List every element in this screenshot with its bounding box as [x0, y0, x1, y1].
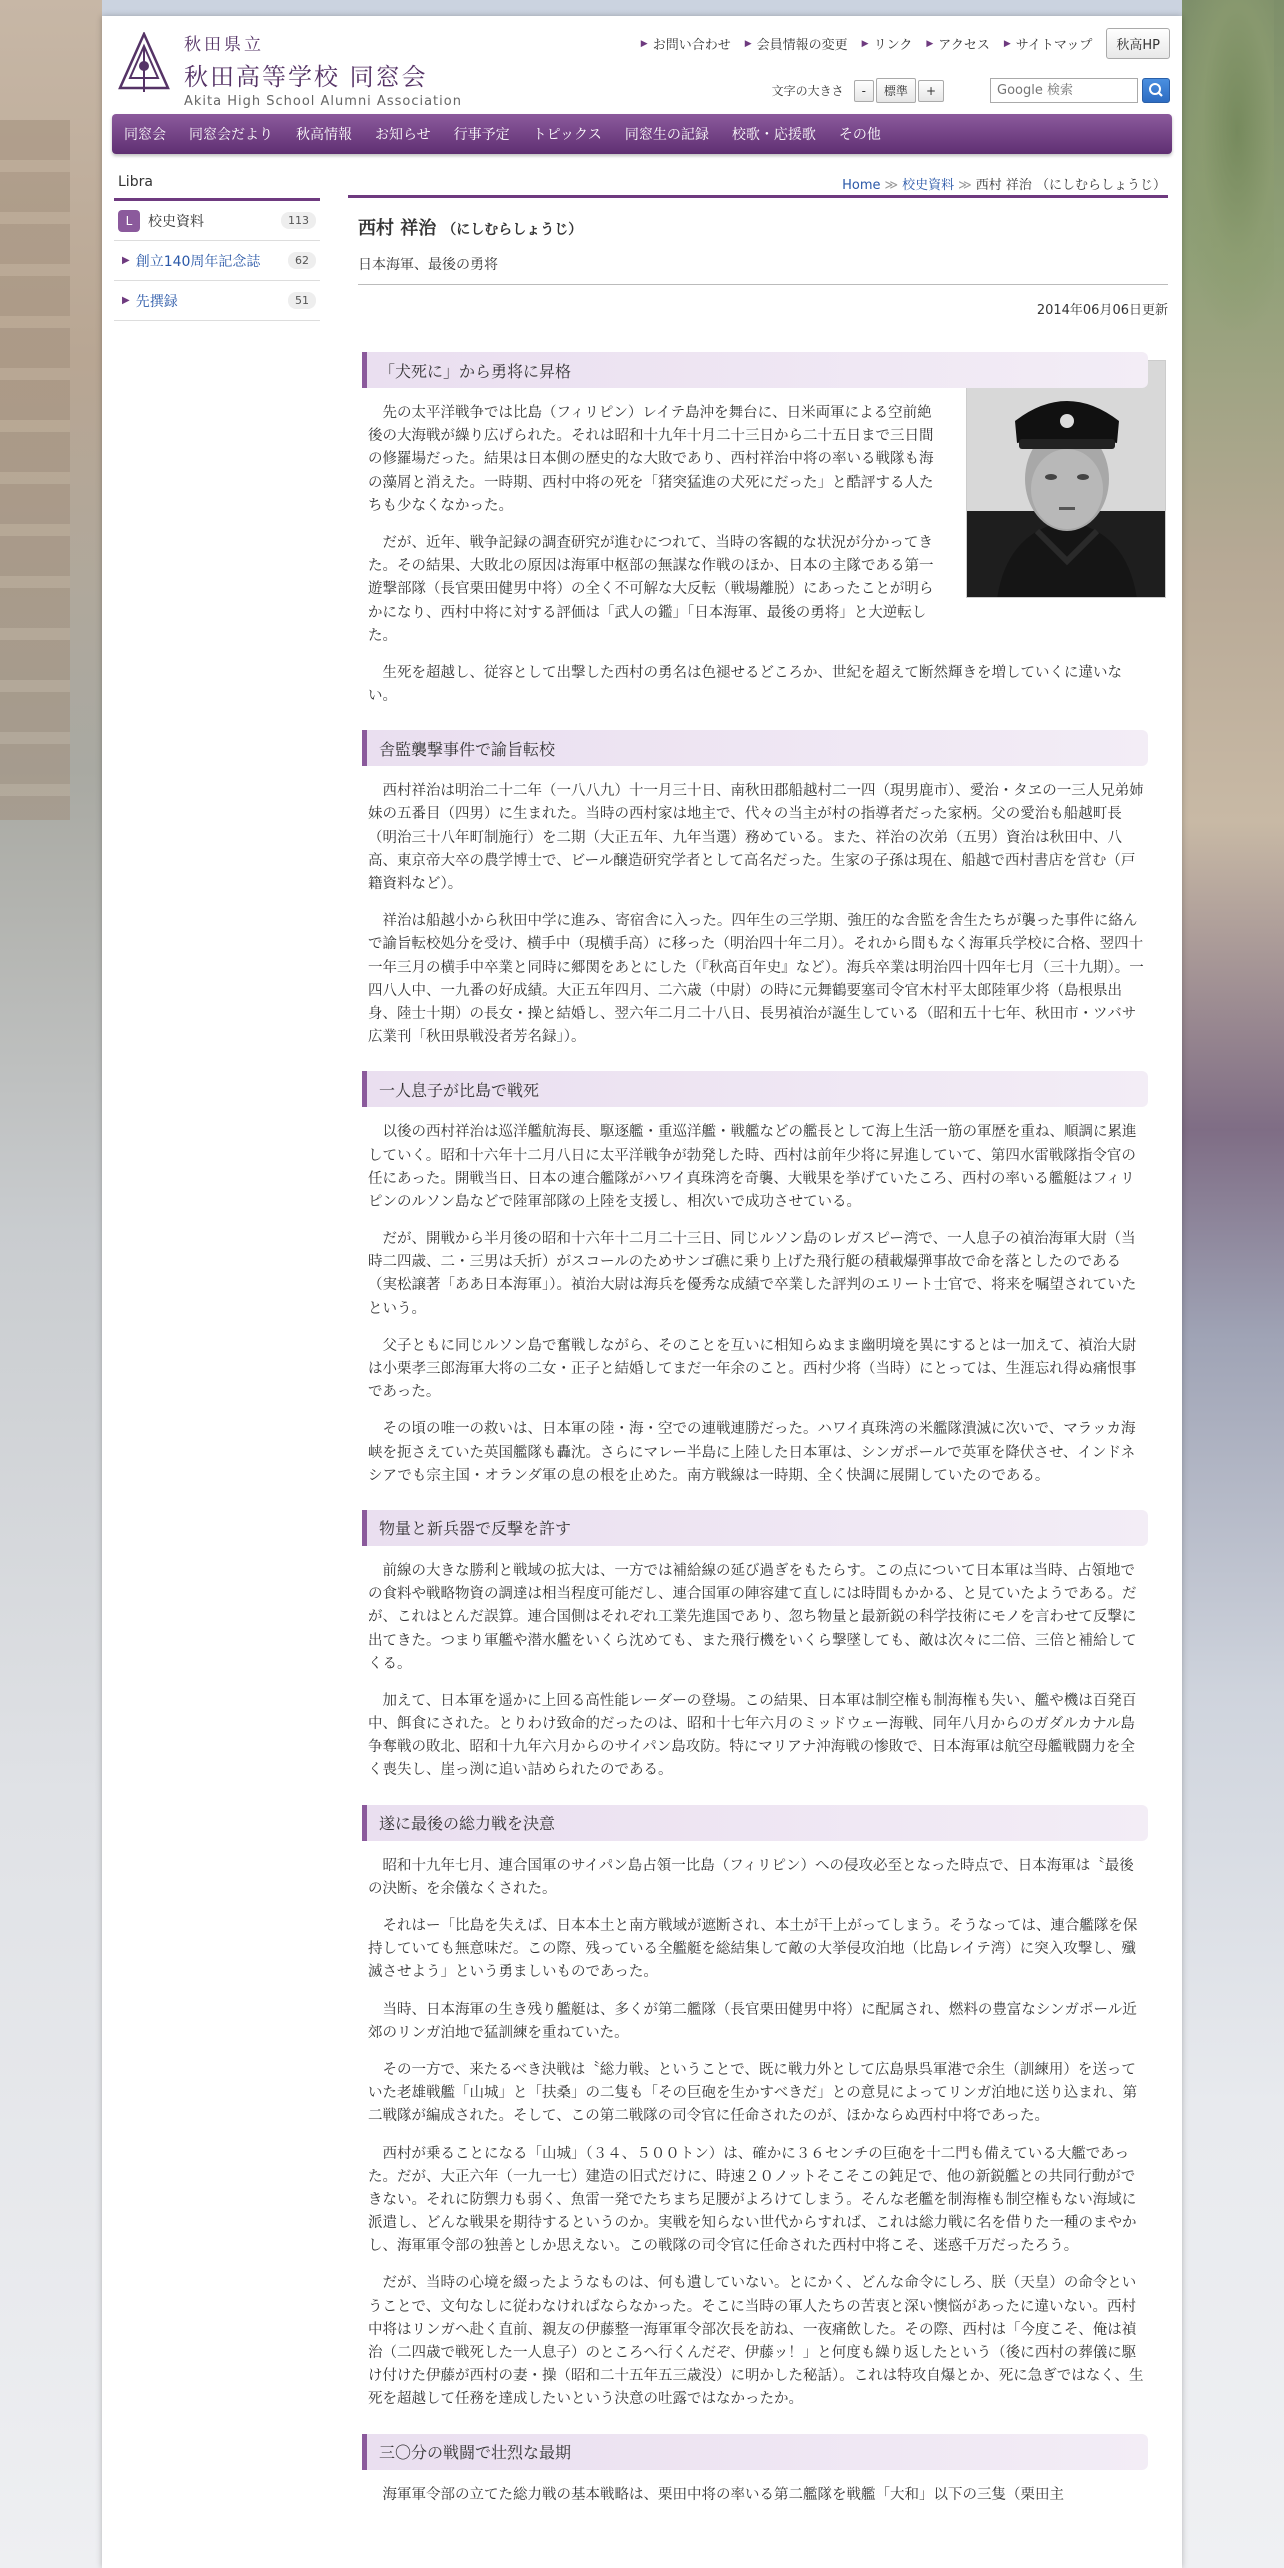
portrait-photo [966, 360, 1166, 598]
triangle-bullet-icon: ▶ [1003, 38, 1011, 49]
article-paragraph: 父子ともに同じルソン島で奮戦しながら、そのことを互いに相知らぬまま幽明境を異にするとは一加えて、禎治大尉は小栗孝三郎海軍大将の二女・正子と結婚してまだ一年余のこと。西村少将（当時）にとっては、生涯忘れ得ぬ痛恨事であった。 [368, 1337, 1137, 1401]
section-heading: 舎監襲撃事件で諭旨転校 [362, 730, 1148, 766]
sidebar [114, 174, 320, 321]
util-link-access[interactable] [926, 34, 990, 53]
article-paragraph: 当時、日本海軍の生き残り艦艇は、多くが第二艦隊（長官栗田健男中将）に配属され、燃料の豊富なシンガポール近郊のリンガ泊地で猛訓練を重ねていた。 [368, 2001, 1137, 2041]
sidebar-item-predecessors[interactable] [114, 281, 320, 321]
background-building [0, 120, 70, 820]
updated-date: 2014年06月06日更新 [1036, 303, 1168, 318]
util-link-label: 会員情報の変更 [756, 38, 848, 53]
site-logo[interactable] [184, 30, 462, 109]
util-link-label: リンク [873, 38, 913, 53]
util-link-contact[interactable] [641, 34, 731, 53]
sidebar-item-school-history[interactable] [114, 201, 320, 241]
nav-item-alumni-records[interactable]: 同窓生の記録 [624, 127, 709, 143]
sidebar-item-anniversary-140[interactable] [114, 241, 320, 281]
nav-item-newsletter[interactable]: 同窓会だより [189, 127, 273, 143]
nav-item-other[interactable]: その他 [838, 127, 881, 143]
nav-item-notices[interactable]: お知らせ [375, 127, 431, 143]
portrait-image [967, 361, 1166, 598]
article-paragraph: 西村祥治は明治二十二年（一八八九）十一月三十日、南秋田郡船越村二一四（現男鹿市）、愛治・タヱの一三人兄弟姉妹の五番目（四男）に生まれた。当時の西村家は地主で、代々の当主が村の指導者だった家柄。父の愛治も船越町長（明治三十八年町制施行）を二期（大正五年、九年当選）務めている。また、祥治の次弟（五男）資治は秋田中、八高、東京帝大卒の農学博士で、ビール醸造研究学者として高名だった。生家の子孫は現在、船越で西村書店を営む（戸籍資料など）。 [368, 783, 1144, 892]
breadcrumb [348, 174, 1168, 198]
util-link-label: お問い合わせ [652, 38, 731, 53]
breadcrumb-parent-link[interactable]: 校史資料 [902, 178, 955, 193]
article [348, 174, 1168, 2507]
article-paragraph: それはー「比島を失えば、日本本土と南方戦域が遮断され、本土が干上がってしまう。そうなっては、連合艦隊を保持していても無意味だ。この際、残っている全艦艇を総結集して敵の大挙侵攻泊地（比島レイテ湾）に突入攻撃し、殲滅させよう」という勇ましいものであった。 [368, 1918, 1138, 1981]
nav-item-school-songs[interactable]: 校歌・応援歌 [731, 127, 816, 143]
triangle-bullet-icon: ▶ [861, 38, 869, 49]
utility-nav [627, 28, 1170, 59]
school-crest-icon [118, 32, 170, 94]
section-heading: 三〇分の戦闘で壮烈な最期 [362, 2434, 1148, 2470]
article-paragraph: 生死を超越し、従容として出撃した西村の勇名は色褪せるどころか、世紀を超えて断然輝きを増していくに違いない。 [368, 664, 1122, 705]
article-paragraph: 前線の大きな勝利と戦域の拡大は、一方では補給線の延び過ぎをもたらす。この点について日本軍は当時、占領地での食料や戦略物資の調達は相当程度可能だし、連合国軍の陣容建て直しには時間もかかる、と見ていたようである。だが、これはとんだ誤算。連合国側はそれぞれ工業先進国であり、忽ち物量と最新鋭の科学技術にモノを言わせて反撃に出てきた。つまり軍艦や潜水艦をいくら沈めても、また飛行機をいくら撃墜しても、敵は次々に二倍、三倍と補給してくる。 [368, 1562, 1137, 1672]
sidebar-title: Libra [114, 174, 320, 201]
triangle-bullet-icon: ▶ [744, 38, 752, 49]
sidebar-item-label: 校史資料 [148, 213, 204, 230]
sidebar-item-label: 創立140周年記念誌 [135, 253, 261, 270]
breadcrumb-separator-icon: ≫ [958, 178, 972, 193]
section-heading: 物量と新兵器で反撃を許す [362, 1510, 1148, 1546]
breadcrumb-home-link[interactable]: Home [842, 178, 881, 193]
article-paragraph: 西村が乗ることになる「山城」（３４、５００トン）は、確かに３６センチの巨砲を十二門も備えている大艦であった。だが、大正六年（一九一七）建造の旧式だけに、時速２０ノットそこそこの鈍足で、他の新鋭艦との共同行動ができない。それに防禦力も弱く、魚雷一発でたちまち足腰がよろけてしまう。そんな老艦を制海権も制空権もない海域に派遣し、どんな戦果を期待するというのか。実戦を知らない世代からすれば、これは総力戦に名を借りた一種のまやかし、海軍軍令部の独善としか思えない。この戦隊の司令官に任命された西村中将こそ、迷惑千万だったろう。 [368, 2145, 1137, 2255]
util-link-links[interactable] [862, 34, 913, 53]
page-container [102, 16, 1182, 2568]
font-size-control [772, 78, 944, 103]
article-paragraph: その一方で、来たるべき決戦は〝総力戦〟ということで、既に戦力外として広島県呉軍港で余生（訓練用）を送っていた老雄戦艦「山城」と「扶桑」の二隻も「その巨砲を生かすべきだ」との意見によってリンガ泊地に送り込まれ、第二戦隊が編成された。そして、この第二戦隊の司令官に任命されたのが、ほかならぬ西村中将であった。 [368, 2061, 1138, 2125]
util-link-label: アクセス [938, 38, 990, 53]
util-link-label: サイトマップ [1015, 38, 1093, 53]
article-paragraph: だが、開戦から半月後の昭和十六年十二月二十三日、同じルソン島のレガスピー湾で、一人息子の禎治海軍大尉（当時二四歳、二・三男は夭折）がスコールのためサンゴ礁に乗り上げた飛行艇の積載爆弾事故で命を落としたのである（実松譲著「ああ日本海軍」）。禎治大尉は海兵を優秀な成績で卒業した評判のエリート士官で、将来を嘱望されていたという。 [368, 1231, 1137, 1317]
sidebar-item-count: 113 [281, 212, 316, 229]
sidebar-item-count: 51 [288, 292, 316, 309]
article-paragraph: 祥治は船越小から秋田中学に進み、寄宿舎に入った。四年生の三学期、強圧的な舎監を舎生たちが襲った事件に絡んで諭旨転校処分を受け、横手中（現横手高）に移った（明治四十年二月）。それから間もなく海軍兵学校に合格、翌四十一年三月の横手中卒業と同時に郷関をあとにした（『秋高百年史』など）。海兵卒業は明治四十四年七月（三十九期）。一四八人中、一九番の好成績。大正五年四月、二六歳（中尉）の時に元舞鶴要塞司令官木村平太郎陸軍少将（島根県出身、陸士十期）の長女・操と結婚し、翌六年二月二十八日、長男禎治が誕生している（昭和五十七年、秋田市・ツバサ広業刊「秋田県戦没者芳名録」）。 [368, 913, 1144, 1046]
article-paragraph: 海軍軍令部の立てた総力戦の基本戦略は、栗田中将の率いる第二艦隊を戦艦「大和」以下の三隻（栗田主 [382, 2486, 1064, 2503]
sidebar-item-label: 先撰録 [135, 293, 178, 310]
page-title [358, 214, 1168, 240]
nav-item-schedule[interactable]: 行事予定 [453, 127, 510, 143]
title-name: 西村 祥治 [358, 218, 437, 239]
background-right [1182, 0, 1284, 2568]
triangle-bullet-icon: ▶ [122, 255, 130, 266]
article-paragraph: 昭和十九年七月、連合国軍のサイパン島占領一比島（フィリピン）への侵攻必至となった時点で、日本海軍は〝最後の決断〟を余儀なくされた。 [368, 1857, 1134, 1897]
library-icon: L [118, 210, 140, 232]
section-heading: 一人息子が比島で戦死 [362, 1071, 1148, 1107]
site-header [102, 16, 1182, 112]
nav-item-topics[interactable]: トピックス [532, 127, 602, 143]
sidebar-item-count: 62 [288, 252, 316, 269]
title-kana: （にしむらしょうじ） [442, 222, 583, 238]
font-smaller-button[interactable]: - [854, 80, 874, 102]
main-nav [112, 114, 1172, 154]
section-heading: 遂に最後の総力戦を決意 [362, 1805, 1148, 1841]
util-link-member-info[interactable] [745, 34, 848, 53]
logo-english-name: Akita High School Alumni Association [184, 94, 462, 109]
background-tree [1182, 0, 1274, 330]
util-link-sitemap[interactable] [1004, 34, 1093, 53]
article-paragraph: 加えて、日本軍を遥かに上回る高性能レーダーの登場。この結果、日本軍は制空権も制海権も失い、艦や機は百発百中、餌食にされた。とりわけ致命的だったのは、昭和十七年六月のミッドウェー海戦、同年八月からのガダルカナル島争奪戦の敗北、昭和十九年六月からのサイパン島攻防。特にマリアナ沖海戦の惨敗で、日本海軍は航空母艦戦闘力を全く喪失し、崖っ渕に追い詰められたのである。 [368, 1692, 1137, 1779]
search-button[interactable] [1142, 78, 1170, 103]
article-paragraph: 先の太平洋戦争では比島（フィリピン）レイテ島沖を舞台に、日米両軍による空前絶後の大海戦が繰り広げられた。それは昭和十九年十月二十三日から二十五日まで三日間の修羅場だった。結果は日本側の歴史的な大敗であり、西村祥治中将の率いる戦隊も海の藻屑と消えた。一時期、西村中将の死を「猪突猛進の犬死にだった」と酷評する人たちも少なくなかった。 [368, 405, 934, 514]
school-hp-button[interactable]: 秋高HP [1106, 28, 1170, 59]
article-paragraph: 以後の西村祥治は巡洋艦航海長、駆逐艦・重巡洋艦・戦艦などの艦長として海上生活一筋の軍歴を重ね、順調に累進していく。昭和十六年十二月八日に太平洋戦争が勃発した時、西村は前年少将に昇進していて、第四水雷戦隊指令官の任にあった。開戦当日、日本の連合艦隊がハワイ真珠湾を奇襲、大戦果を挙げていたころ、西村の率いる艦艇はフィリピンのルソン島などで陸軍部隊の上陸を支援し、相次いで成功させている。 [368, 1124, 1137, 1210]
breadcrumb-separator-icon: ≫ [884, 178, 899, 193]
search-input[interactable] [990, 78, 1138, 103]
page-subtitle: 日本海軍、最後の勇将 [358, 254, 1168, 285]
article-paragraph: その頃の唯一の救いは、日本軍の陸・海・空での連戦連勝だった。ハワイ真珠湾の米艦隊潰滅に次いで、マラッカ海峡を扼さえていた英国艦隊も轟沈。さらにマレー半島に上陸した日本軍は、シンガポールで英軍を降伏させ、インドネシアでも宗主国・オランダ軍の息の根を止めた。南方戦線は一時期、全く快調に展開していたのである。 [368, 1421, 1136, 1484]
logo-org-name: 秋田高等学校 同窓会 [184, 63, 428, 91]
triangle-bullet-icon: ▶ [926, 38, 934, 49]
section-heading: 「犬死に」から勇将に昇格 [362, 352, 1148, 388]
breadcrumb-current: 西村 祥治 （にしむらしょうじ） [975, 178, 1166, 193]
article-paragraph: だが、当時の心境を綴ったようなものは、何も遺していない。とにかく、どんな命令にしろ、朕（天皇）の命令ということで、文句なしに従わなければならなかった。そこに当時の軍人たちの苦衷と深い懊悩があったに違いない。西村中将はリンガへ赴く直前、親友の伊藤整一海軍軍令部次長を訪ね、一夜痛飲した。その際、西村は「今度こそ、俺は禎治（二四歳で戦死した一人息子）のところへ行くんだぞ、伊藤ッ！」と何度も繰り返したという（後に西村の葬儀に駆け付けた伊藤が西村の妻・操（昭和二十五年五三歳没）に明かした秘話）。これは特攻自爆とか、死に急ぎではなく、生死を超越して任務を達成したいという決意の吐露ではなかったか。 [368, 2275, 1144, 2408]
search-icon [1143, 79, 1169, 102]
article-paragraph: だが、近年、戦争記録の調査研究が進むにつれて、当時の客観的な状況が分かってきた。その結果、大敗北の原因は海軍中枢部の無謀な作戦のほか、日本の主隊である第一遊撃部隊（長官栗田健男中将）の全く不可解な大反転（戦場離脱）にあったことが明らかになり、西村中将に対する評価は「武人の鑑」「日本海軍、最後の勇将」と大逆転した。 [368, 534, 934, 644]
logo-prefecture: 秋田県立 [184, 35, 264, 55]
nav-item-school-info[interactable]: 秋高情報 [296, 127, 352, 143]
nav-item-alumni[interactable]: 同窓会 [124, 127, 166, 143]
font-standard-button[interactable]: 標準 [876, 78, 916, 103]
font-larger-button[interactable]: + [918, 80, 944, 102]
triangle-bullet-icon: ▶ [122, 295, 130, 306]
font-size-label: 文字の大きさ [771, 84, 844, 98]
triangle-bullet-icon: ▶ [640, 38, 648, 49]
